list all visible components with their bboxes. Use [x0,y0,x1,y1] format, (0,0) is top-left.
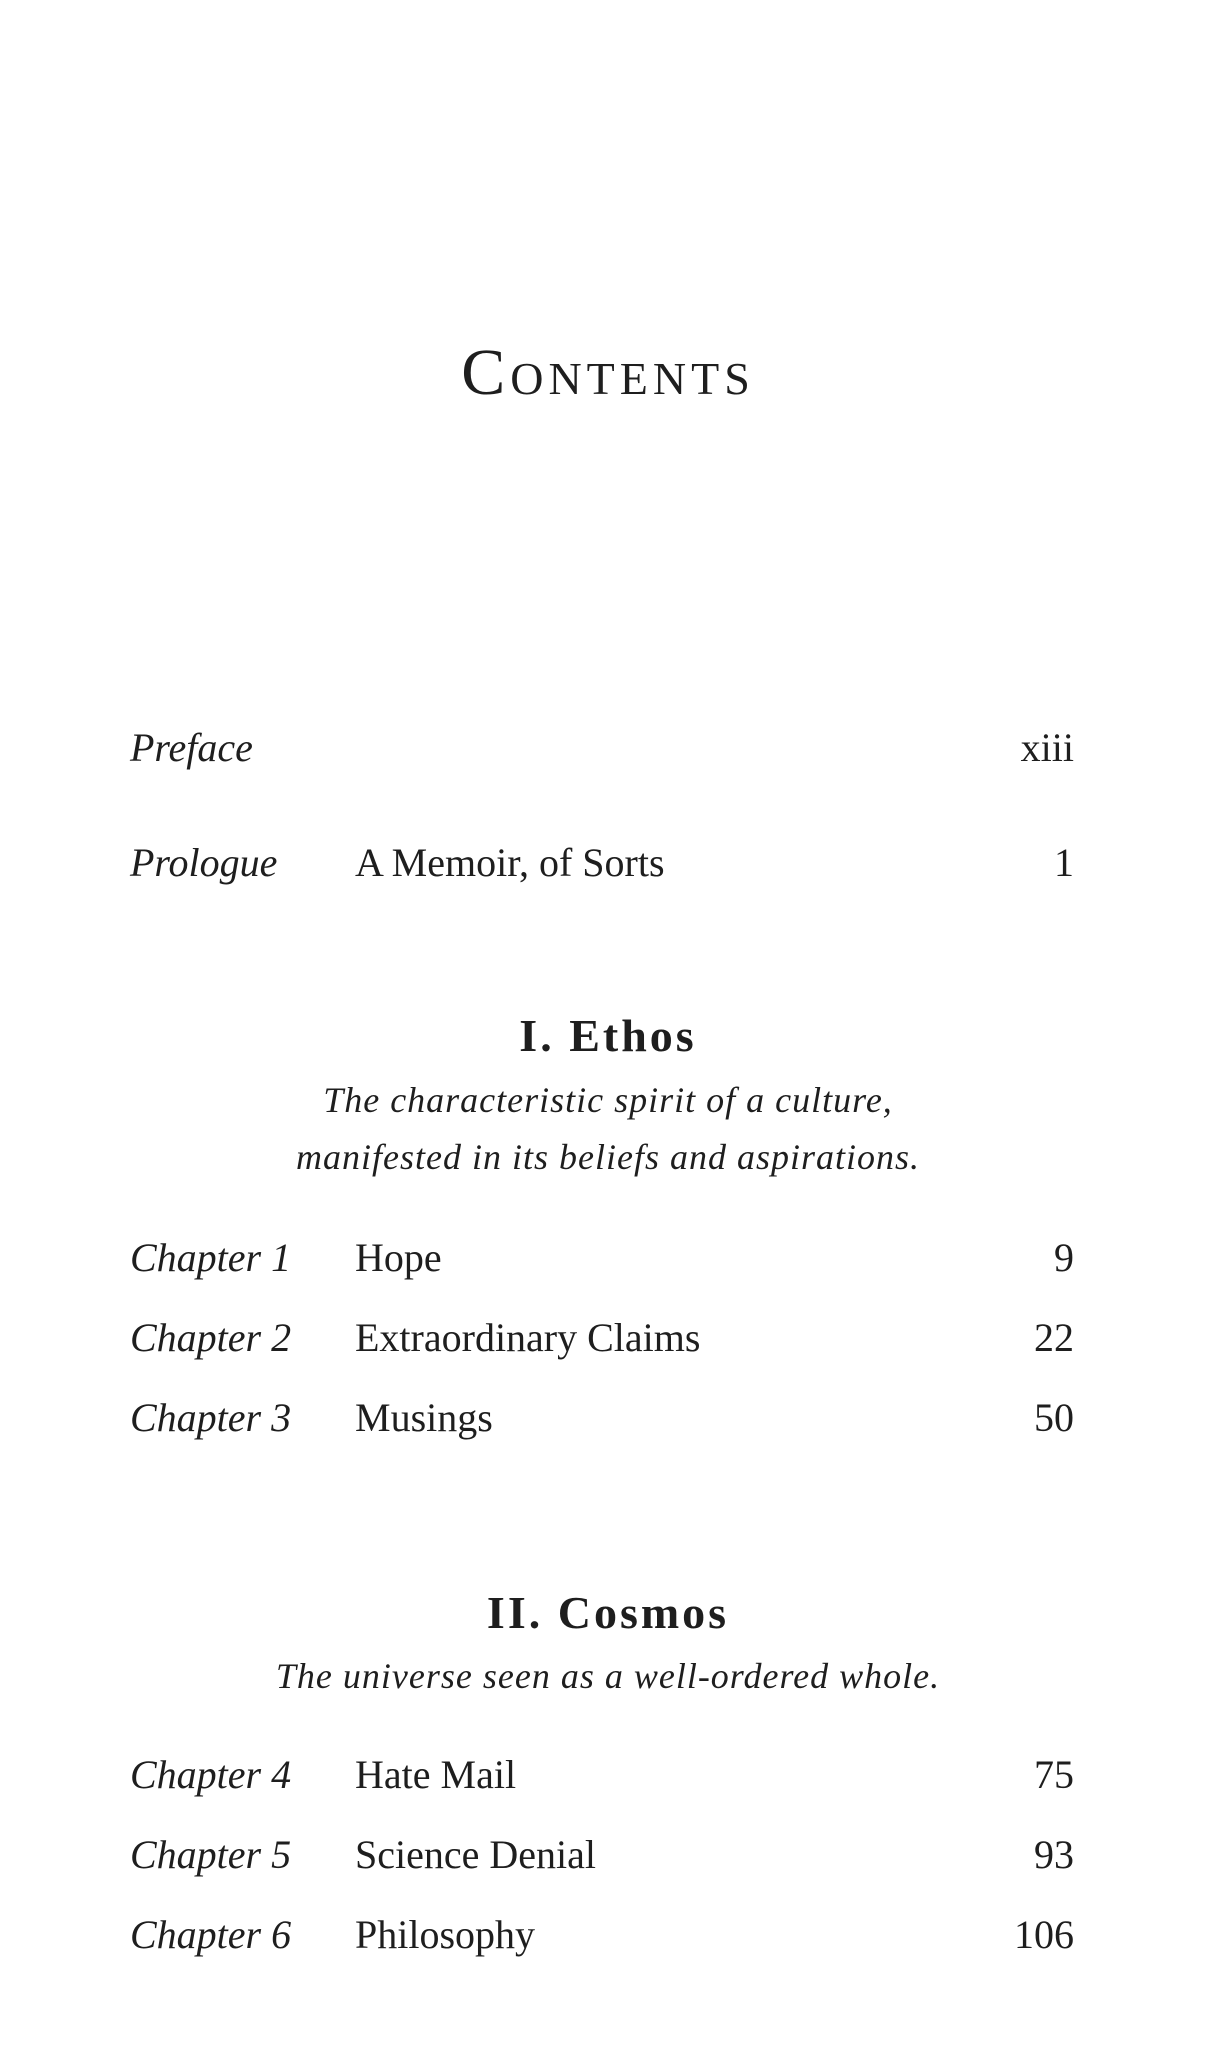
entry-page-number: 93 [1034,1832,1074,1877]
toc-entry-chapter [130,1747,1074,1803]
entry-label: Chapter 6 [130,1912,292,1957]
entry-label: Chapter 2 [130,1315,292,1360]
entry-label: Chapter 5 [130,1832,292,1877]
part-heading: I. Ethos [519,1010,697,1061]
entry-title: Hope [355,1235,442,1280]
entry-label: Chapter 1 [130,1235,292,1280]
entry-page-number: 50 [1034,1395,1074,1440]
toc-entry-prologue [130,835,1074,891]
entry-label: Preface [130,725,253,770]
toc-entry-chapter [130,1390,1074,1446]
entry-title: Extraordinary Claims [355,1315,701,1360]
page-title: Contents [461,336,755,409]
part-heading: II. Cosmos [486,1587,730,1638]
entry-title: Musings [355,1395,493,1440]
part-description: The characteristic spirit of a culture, [323,1080,893,1120]
entry-page-number: 9 [1054,1235,1074,1280]
entry-label: Prologue [130,840,278,885]
entry-label: Chapter 3 [130,1395,292,1440]
toc-entry-chapter [130,1907,1074,1963]
entry-label: Chapter 4 [130,1752,292,1797]
entry-title: Philosophy [355,1912,536,1957]
entry-title: A Memoir, of Sorts [355,840,665,885]
entry-title: Hate Mail [355,1752,517,1797]
part-description: The universe seen as a well-ordered whole. [275,1656,941,1696]
entry-page-number: xiii [1020,725,1074,770]
toc-entry-chapter [130,1230,1074,1286]
entry-page-number: 75 [1034,1752,1074,1797]
entry-title: Science Denial [355,1832,596,1877]
toc-entry-chapter [130,1827,1074,1883]
toc-entry-preface [130,720,1074,776]
entry-page-number: 1 [1054,840,1074,885]
entry-page-number: 106 [1014,1912,1074,1957]
entry-page-number: 22 [1034,1315,1074,1360]
part-description: manifested in its beliefs and aspirations. [296,1137,920,1177]
toc-entry-chapter [130,1310,1074,1366]
